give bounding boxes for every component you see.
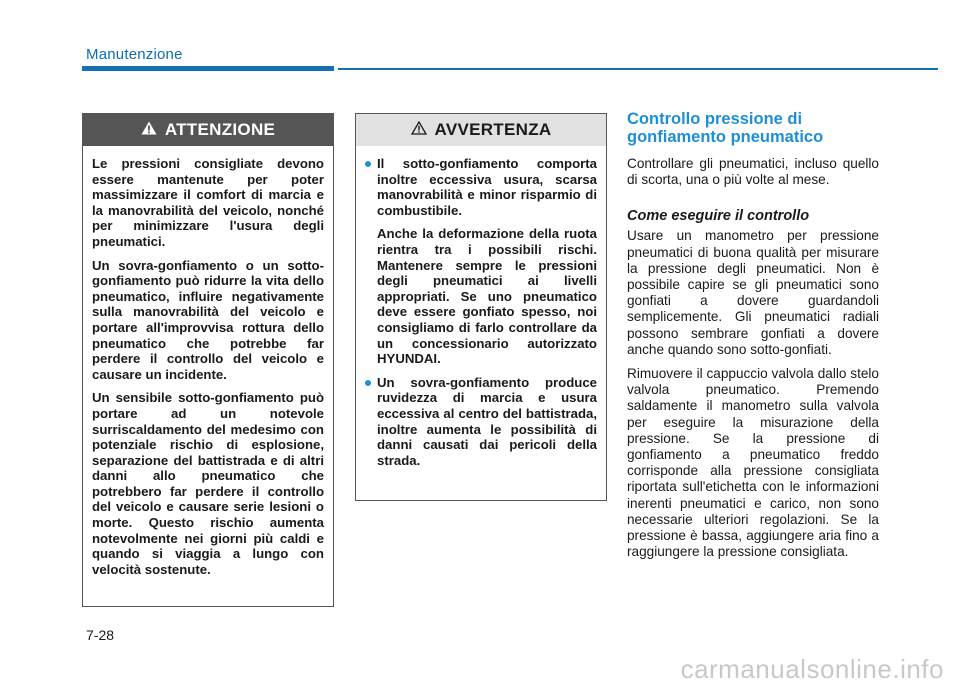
warning-box <box>355 113 607 501</box>
warning-triangle-icon <box>411 120 427 140</box>
warning-title: AVVERTENZA <box>434 120 552 139</box>
attention-title: ATTENZIONE <box>164 120 276 139</box>
bullet-icon <box>365 161 371 167</box>
watermark: carmanualsonline.info <box>680 654 944 684</box>
header-rule-thick <box>82 66 334 71</box>
right-column <box>627 110 879 568</box>
page-number: 7-28 <box>86 627 115 643</box>
list-item <box>365 375 597 469</box>
list-item <box>365 156 597 367</box>
bullet-icon <box>365 380 371 386</box>
header-rule-thin <box>338 68 938 70</box>
subheading: Come eseguire il controllo <box>627 208 810 225</box>
body-paragraph: Usare un manometro per pressione pneumatici di buona qualità per misurare la pressione degli pneumatici. Non è possibile capire se gli pneumatici sono gonfiati a dovere guardandoli semplicemente. Gli pneumatici radiali possono sembrare gonfiati a dovere anche quando sono sotto-gonfiati. <box>627 228 879 357</box>
section-title: Manutenzione <box>86 46 183 63</box>
warning-text: Il sotto-gonfiamento comporta inoltre eccessiva usura, scarsa manovrabilità e minor risparmio di combustibile. <box>377 156 597 218</box>
attention-paragraph: Un sovra-gonfiamento o un sotto-gonfiamento può ridurre la vita dello pneumatico, influire negativamente sulla manovrabilità del veicolo e portare all'improvvisa rottura dello pneumatico che potrebbe far perdere il controllo del veicolo e causare un incidente. <box>92 257 324 382</box>
section-heading: Controllo pressione di gonfiamento pneumatico <box>627 110 824 146</box>
attention-header <box>83 114 333 146</box>
intro-paragraph: Controllare gli pneumatici, incluso quello di scorta, una o più volte al mese. <box>627 156 879 188</box>
warning-triangle-icon <box>141 120 157 140</box>
warning-header <box>356 114 606 146</box>
body-paragraph: Rimuovere il cappuccio valvola dallo stelo valvola pneumatico. Premendo saldamente il manometro sulla valvola per eseguire la misurazione della pressione. Se la pressione di gonfiamento a pneumatico freddo corrisponde alla pressione consigliata riportata sull'etichetta con le informazioni inerenti pneumatici e carico, non sono necessarie ulteriori regolazioni. Se la pressione è bassa, aggiungere aria fino a raggiungere la pressione consigliata. <box>627 366 879 560</box>
attention-box <box>82 113 334 607</box>
warning-text: Un sovra-gonfiamento produce ruvidezza di marcia e usura eccessiva al centro del battistrada, inoltre aumenta le possibilità di danni causati dai pericoli della strada. <box>377 374 597 468</box>
attention-paragraph: Le pressioni consigliate devono essere mantenute per poter massimizzare il comfort di marcia e la manovrabilità del veicolo, nonché per minimizzare l'usura degli pneumatici. <box>92 156 324 249</box>
attention-paragraph: Un sensibile sotto-gonfiamento può portare ad un notevole surriscaldamento del medesimo con potenziale rischio di esplosione, separazione del battistrada e di altri danni allo pneumatico che potrebbero far perdere il controllo del veicolo e causare serie lesioni o morte. Questo rischio aumenta notevolmente nei giorni più caldi e quando si viaggia a lungo con velocità sostenute. <box>92 390 324 577</box>
warning-text: Anche la deformazione della ruota rientra tra i possibili rischi. Mantenere sempre le pressioni degli pneumatici ai livelli appropriati. Se uno pneumatico deve essere gonfiato spesso, noi consigliamo di farlo controllare da un concessionario autorizzato HYUNDAI. <box>377 226 597 367</box>
